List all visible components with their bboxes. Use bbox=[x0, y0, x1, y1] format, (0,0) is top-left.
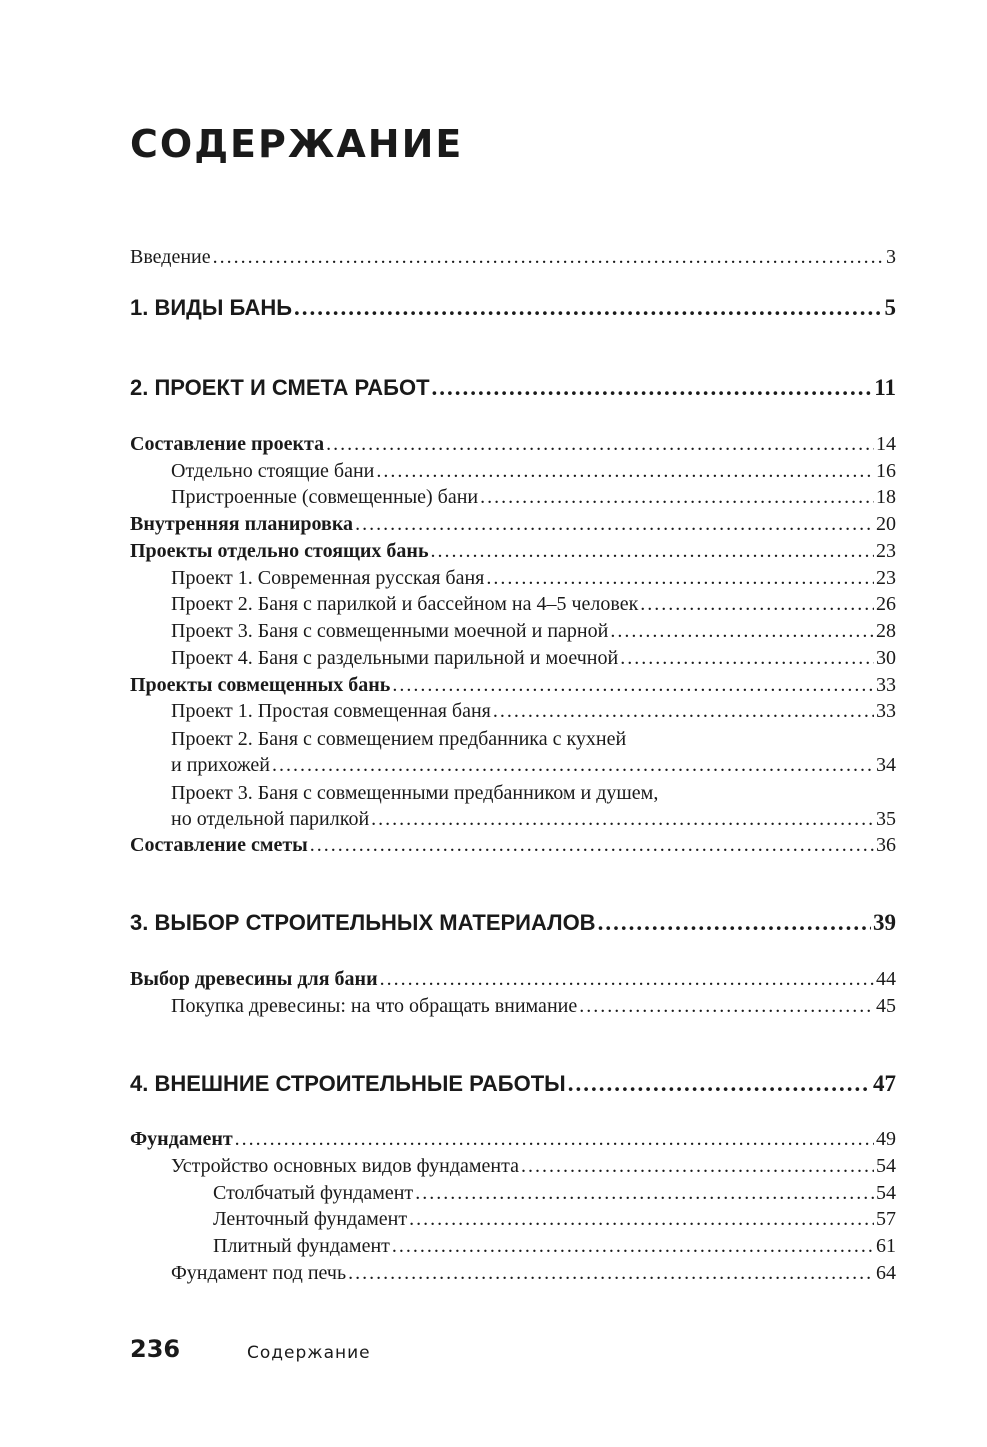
dot-leader bbox=[579, 993, 874, 1019]
toc-entry-introduction[interactable] bbox=[130, 244, 896, 270]
toc-entry-label: 4. ВНЕШНИЕ СТРОИТЕЛЬНЫЕ РАБОТЫ bbox=[130, 1071, 566, 1096]
toc-section[interactable] bbox=[130, 672, 896, 698]
dot-leader bbox=[310, 832, 874, 858]
toc-entry-label: Фундамент bbox=[130, 1128, 233, 1150]
toc-entry-page: 26 bbox=[876, 593, 896, 615]
dot-leader bbox=[326, 431, 874, 457]
toc-entry-label: Проекты совмещенных бань bbox=[130, 674, 391, 696]
toc-entry-page: 20 bbox=[876, 513, 896, 535]
toc-entry-label: Введение bbox=[130, 246, 211, 268]
toc-entry-label: Пристроенные (совмещенные) бани bbox=[171, 486, 479, 508]
toc-subsection[interactable] bbox=[171, 752, 896, 778]
toc-entry-label: Проект 1. Простая совмещенная баня bbox=[171, 700, 491, 722]
dot-leader bbox=[415, 1180, 874, 1206]
toc-entry-page: 61 bbox=[876, 1235, 896, 1257]
toc-entry-page: 39 bbox=[873, 910, 896, 935]
dot-leader bbox=[213, 244, 884, 270]
toc-entry-page: 5 bbox=[884, 295, 896, 320]
dot-leader bbox=[568, 1069, 871, 1099]
toc-entry-label: Проект 4. Баня с раздельными парильной и моечной bbox=[171, 647, 619, 669]
toc-section[interactable] bbox=[130, 966, 896, 992]
toc-subsubsection[interactable] bbox=[213, 1180, 896, 1206]
dot-leader bbox=[598, 908, 871, 938]
toc-entry-first-line: Проект 3. Баня с совмещенными предбанником и душем, bbox=[171, 782, 659, 804]
toc-subsection[interactable] bbox=[171, 458, 896, 484]
toc-subsection[interactable] bbox=[171, 618, 896, 644]
dot-leader bbox=[486, 565, 874, 591]
dot-leader bbox=[355, 511, 874, 537]
toc-subsection[interactable] bbox=[171, 698, 896, 724]
dot-leader bbox=[432, 373, 873, 403]
toc-entry-page: 34 bbox=[876, 754, 896, 776]
toc-entry-page: 33 bbox=[876, 700, 896, 722]
dot-leader bbox=[392, 672, 874, 698]
toc-section[interactable] bbox=[130, 511, 896, 537]
toc-entry-label: Внутренняя планировка bbox=[130, 513, 354, 535]
toc-entry-label: Проект 1. Современная русская баня bbox=[171, 567, 485, 589]
footer-page-number: 236 bbox=[130, 1335, 181, 1363]
toc-section[interactable] bbox=[130, 431, 896, 457]
dot-leader bbox=[294, 293, 882, 323]
toc-entry-label: 3. ВЫБОР СТРОИТЕЛЬНЫХ МАТЕРИАЛОВ bbox=[130, 910, 596, 935]
toc-subsection[interactable] bbox=[171, 1260, 896, 1286]
toc-entry-page: 44 bbox=[876, 968, 896, 990]
toc-subsection[interactable] bbox=[171, 565, 896, 591]
dot-leader bbox=[480, 484, 874, 510]
toc-entry-label: Покупка древесины: на что обращать внимание bbox=[171, 995, 578, 1017]
toc-entry-label: Устройство основных видов фундамента bbox=[171, 1155, 519, 1177]
toc-entry-label: Проект 3. Баня с совмещенными моечной и парной bbox=[171, 620, 609, 642]
dot-leader bbox=[371, 806, 874, 832]
toc-section[interactable] bbox=[130, 832, 896, 858]
toc-entry-page: 30 bbox=[876, 647, 896, 669]
dot-leader bbox=[348, 1260, 874, 1286]
toc-subsubsection[interactable] bbox=[213, 1233, 896, 1259]
toc-subsection[interactable] bbox=[171, 645, 896, 671]
toc-entry-page: 14 bbox=[876, 433, 896, 455]
toc-chapter-1[interactable] bbox=[130, 293, 896, 323]
toc-entry-label: 1. ВИДЫ БАНЬ bbox=[130, 295, 293, 320]
toc-entry-page: 54 bbox=[876, 1182, 896, 1204]
dot-leader bbox=[493, 698, 874, 724]
dot-leader bbox=[272, 752, 874, 778]
toc-entry-page: 64 bbox=[876, 1262, 896, 1284]
toc-chapter-4[interactable] bbox=[130, 1069, 896, 1099]
toc-subsubsection[interactable] bbox=[213, 1206, 896, 1232]
toc-entry-page: 11 bbox=[874, 375, 896, 400]
toc-entry-page: 49 bbox=[876, 1128, 896, 1150]
toc-subsection[interactable] bbox=[171, 993, 896, 1019]
toc-entry-label: Отдельно стоящие бани bbox=[171, 460, 375, 482]
toc-entry-page: 47 bbox=[873, 1071, 896, 1096]
toc-entry-page: 54 bbox=[876, 1155, 896, 1177]
toc-entry-label: 2. ПРОЕКТ И СМЕТА РАБОТ bbox=[130, 375, 430, 400]
toc-entry-label: Ленточный фундамент bbox=[213, 1208, 408, 1230]
toc-entry-label: Составление проекта bbox=[130, 433, 325, 455]
dot-leader bbox=[521, 1153, 874, 1179]
dot-leader bbox=[620, 645, 874, 671]
dot-leader bbox=[376, 458, 874, 484]
toc-chapter-3[interactable] bbox=[130, 908, 896, 938]
page-title: СОДЕРЖАНИЕ bbox=[130, 122, 464, 166]
toc-entry-page: 33 bbox=[876, 674, 896, 696]
dot-leader bbox=[235, 1126, 874, 1152]
toc-entry-first-line: Проект 2. Баня с совмещением предбанника с кухней bbox=[171, 728, 627, 750]
toc-entry-label: Составление сметы bbox=[130, 834, 308, 856]
footer-running-title: Содержание bbox=[247, 1343, 371, 1363]
dot-leader bbox=[392, 1233, 874, 1259]
dot-leader bbox=[640, 591, 874, 617]
toc-entry-label: Проект 2. Баня с парилкой и бассейном на 4–5 человек bbox=[171, 593, 639, 615]
toc-entry-page: 23 bbox=[876, 567, 896, 589]
toc-entry-page: 28 bbox=[876, 620, 896, 642]
toc-section[interactable] bbox=[130, 538, 896, 564]
dot-leader bbox=[431, 538, 874, 564]
toc-subsection[interactable] bbox=[171, 806, 896, 832]
toc-subsection[interactable] bbox=[171, 1153, 896, 1179]
dot-leader bbox=[409, 1206, 874, 1232]
toc-subsection[interactable] bbox=[171, 484, 896, 510]
toc-entry-label: Фундамент под печь bbox=[171, 1262, 347, 1284]
toc-entry-label: Плитный фундамент bbox=[213, 1235, 390, 1257]
toc-entry-page: 3 bbox=[886, 246, 896, 268]
toc-entry-page: 35 bbox=[876, 808, 896, 830]
toc-chapter-2[interactable] bbox=[130, 373, 896, 403]
toc-subsection[interactable] bbox=[171, 591, 896, 617]
toc-entry-label: и прихожей bbox=[171, 754, 270, 776]
toc-entry-label: Выбор древесины для бани bbox=[130, 968, 378, 990]
toc-entry-page: 16 bbox=[876, 460, 896, 482]
toc-section[interactable] bbox=[130, 1126, 896, 1152]
toc-entry-page: 36 bbox=[876, 834, 896, 856]
toc-entry-page: 45 bbox=[876, 995, 896, 1017]
toc-entry-page: 18 bbox=[876, 486, 896, 508]
dot-leader bbox=[610, 618, 874, 644]
toc-entry-label: но отдельной парилкой bbox=[171, 808, 370, 830]
toc-entry-page: 57 bbox=[876, 1208, 896, 1230]
toc-entry-page: 23 bbox=[876, 540, 896, 562]
toc-entry-label: Проекты отдельно стоящих бань bbox=[130, 540, 429, 562]
dot-leader bbox=[380, 966, 874, 992]
toc-entry-label: Столбчатый фундамент bbox=[213, 1182, 414, 1204]
